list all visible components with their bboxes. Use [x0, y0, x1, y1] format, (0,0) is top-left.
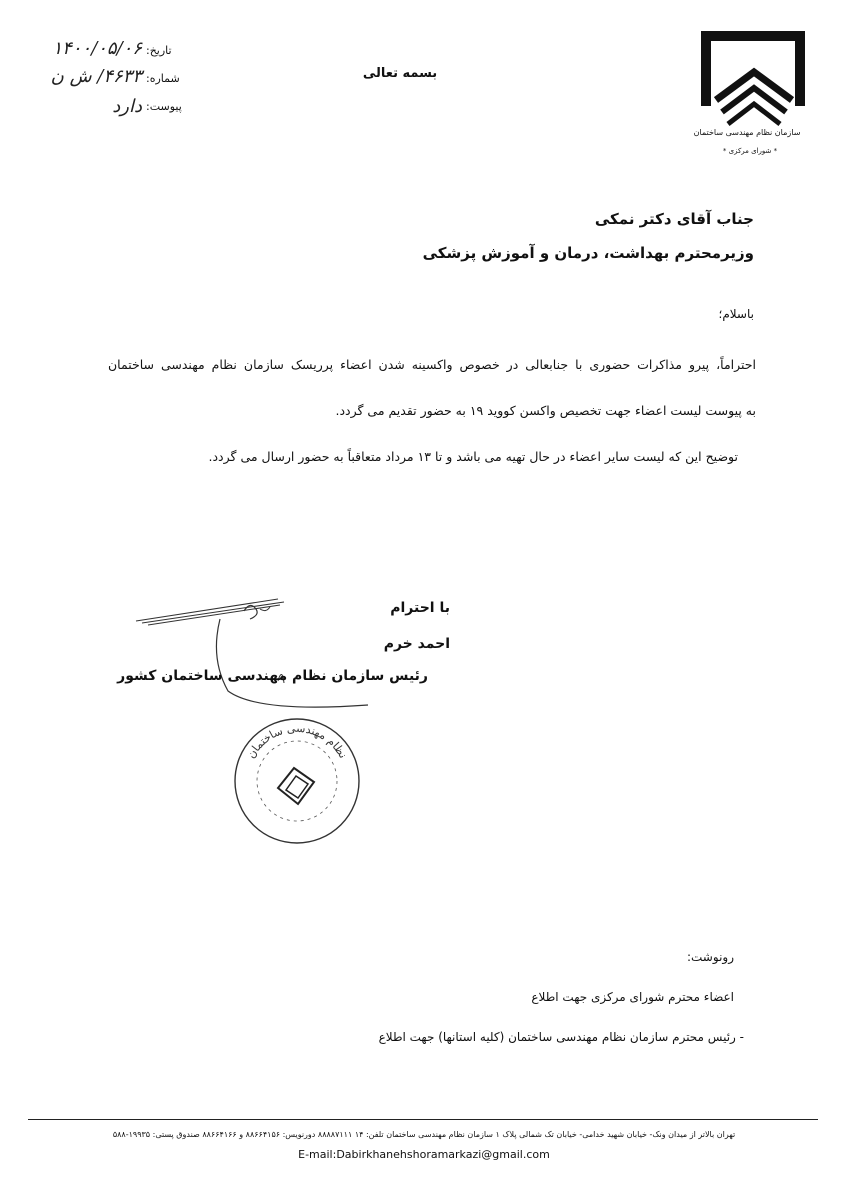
copy-recipient-2: - رئیس محترم سازمان نظام مهندسی ساختمان (کلیه استانها) جهت اطلاع: [378, 1030, 744, 1044]
addressee-title: وزیرمحترم بهداشت، درمان و آموزش پزشکی: [422, 244, 754, 262]
copies-heading: رونوشت:: [686, 950, 734, 964]
footer-email: E-mail:Dabirkhanehshoramarkazi@gmail.com: [298, 1148, 550, 1161]
signatory-name: احمد خرم: [383, 636, 450, 652]
engineering-organization-logo-icon: [692, 28, 816, 138]
attachment-label: پیوست:: [146, 100, 182, 113]
number-label: شماره:: [146, 72, 180, 85]
logo-subcaption: * شورای مرکزی *: [722, 147, 778, 155]
greeting: باسلام؛: [718, 307, 754, 321]
copy-recipient-1: اعضاء محترم شورای مرکزی جهت اطلاع: [531, 990, 734, 1004]
signature-regards: با احترام: [390, 600, 450, 616]
footer-divider: [28, 1119, 818, 1120]
official-seal-stamp-icon: [228, 712, 366, 850]
attachment-value: دارد: [112, 96, 142, 117]
addressee-name: جناب آقای دکتر نمکی: [594, 210, 754, 228]
signatory-title: رئیس سازمان نظام مهندسی ساختمان کشور: [117, 668, 428, 684]
footer-address: تهران بالاتر از میدان ونک- خیابان شهید خدامی- خیابان تک شمالی پلاک ۱ سازمان نظام مهندسی ساختمان تلفن: ۱۴ ۸۸۸۸۷۱۱۱ دورنویس: ۸۸۶۶۴۱۵۶ و ۸۸۶۶۴۱۶۶ صندوق پستی: ۱۹۹۳۵-۵۸۸: [112, 1130, 736, 1139]
svg-text:نظام مهندسی ساختمان: [244, 722, 349, 761]
paragraph-1-line-2: به پیوست لیست اعضاء جهت تخصیص واکسن کووید ۱۹ به حضور تقدیم می گردد.: [335, 403, 756, 418]
stamp-text: نظام مهندسی ساختمان: [244, 721, 350, 761]
number-value: ۴۶۳۳/ ش ن: [50, 66, 142, 87]
date-value: ۱۴۰۰/۰۵/۰۶: [52, 38, 142, 59]
date-label: تاریخ:: [146, 44, 172, 57]
paragraph-1-line-1: احتراماً، پیرو مذاکرات حضوری با جنابعالی در خصوص واکسینه شدن اعضاء پرریسک سازمان نظام مهندسی ساختمان: [108, 357, 756, 372]
paragraph-2: توضیح این که لیست سایر اعضاء در حال تهیه می باشد و تا ۱۳ مرداد متعاقباً به حضور ارسال می گردد.: [208, 449, 738, 464]
bismillah-heading: بسمه تعالی: [362, 66, 438, 81]
logo-caption: سازمان نظام مهندسی ساختمان: [693, 128, 801, 137]
